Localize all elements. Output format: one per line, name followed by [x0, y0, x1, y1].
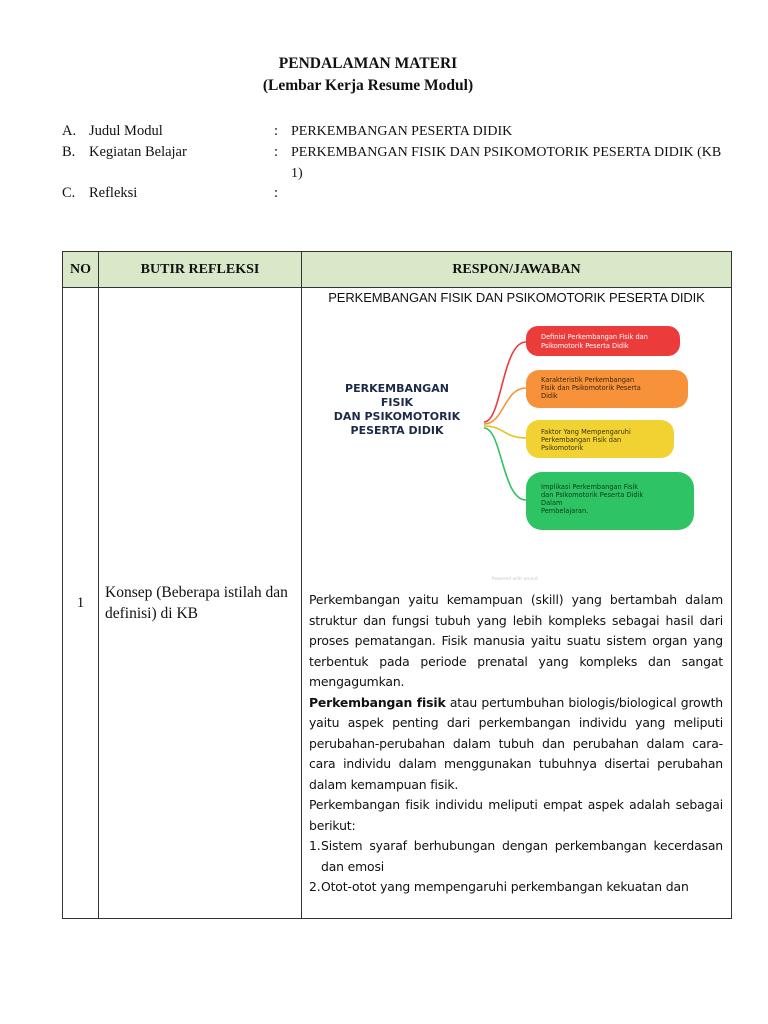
- branch-2-line-3: Didik: [541, 392, 558, 400]
- table-header-row: [63, 252, 732, 288]
- meta-key: C.: [62, 185, 76, 201]
- respon-text: [302, 590, 731, 898]
- branch-3-line-3: Psikomotorik: [541, 444, 584, 452]
- list-text: Otot-otot yang mempengaruhi perkembangan kekuatan dan: [321, 879, 689, 894]
- meta-label: Kegiatan Belajar: [89, 144, 187, 160]
- meta-value: PERKEMBANGAN FISIK DAN PSIKOMOTORIK PESERTA DIDIK (KB 1): [291, 145, 722, 181]
- branch-box-1: [526, 326, 680, 356]
- header-no: NO: [63, 252, 99, 288]
- row-number: 1: [63, 288, 99, 919]
- table-row: [63, 288, 732, 919]
- mindmap-footer: Powered with xmind: [492, 577, 538, 582]
- meta-colon: :: [274, 185, 279, 201]
- branch-connector-4: [484, 428, 526, 500]
- header-respon: RESPON/JAWABAN: [302, 252, 732, 288]
- respon-title: PERKEMBANGAN FISIK DAN PSIKOMOTORIK PESERTA DIDIK: [328, 290, 705, 305]
- branch-2-line-2: Fisik dan Psikomotorik Peserta: [541, 384, 641, 392]
- center-line-4: PESERTA DIDIK: [350, 424, 444, 437]
- branch-3-line-1: Faktor Yang Mempengaruhi: [541, 428, 631, 436]
- aspect-list: [309, 836, 723, 898]
- header-butir: BUTIR REFLEKSI: [99, 252, 302, 288]
- paragraph-2-rest: atau pertumbuhan biologis/biological growth yaitu aspek penting dari perkembangan individu yang meliputi perubahan-perubahan dalam tubuh dan perubahan dalam cara-cara individu dalam menggunakan tubuhnya disertai perubahan dalam kemampuan fisik.: [309, 694, 723, 792]
- list-number: 2.: [309, 879, 321, 894]
- paragraph-2: [309, 693, 723, 796]
- mindmap-center-topic: [334, 382, 461, 437]
- mindmap-diagram: [312, 318, 722, 586]
- meta-colon: :: [274, 123, 279, 139]
- meta-value: PERKEMBANGAN PESERTA DIDIK: [291, 124, 513, 139]
- center-line-2: FISIK: [380, 396, 414, 409]
- branch-2-line-1: Karakteristik Perkembangan: [541, 376, 635, 384]
- reflection-table: [62, 251, 732, 919]
- meta-key: A.: [62, 123, 77, 139]
- branch-1-line-2: Psikomotorik Peserta Didik: [541, 342, 629, 350]
- branch-4-line-1: Implikasi Perkembangan Fisik: [541, 483, 639, 491]
- branch-3-line-2: Perkembangan Fisik dan: [541, 436, 622, 444]
- page-subtitle: (Lembar Kerja Resume Modul): [262, 77, 474, 94]
- branch-connector-1: [484, 342, 526, 422]
- branch-4-line-3: Dalam: [541, 499, 563, 507]
- meta-label: Judul Modul: [89, 123, 163, 139]
- meta-colon: :: [274, 144, 279, 160]
- butir-refleksi-cell: [99, 288, 302, 919]
- meta-label: Refleksi: [89, 185, 138, 201]
- list-number: 1.: [309, 838, 321, 853]
- branch-4-line-4: Pembelajaran.: [541, 507, 589, 515]
- respon-cell: [302, 288, 732, 919]
- branch-1-line-1: Definisi Perkembangan Fisik dan: [541, 333, 648, 341]
- paragraph-1: Perkembangan yaitu kemampuan (skill) yang bertambah dalam struktur dan fungsi tubuh yang lebih kompleks sebagai hasil dari proses pematangan. Fisik manusia yaitu suatu sistem organ yang terbentuk pada periode prenatal yang kompleks dan sangat mengagumkan.: [309, 592, 723, 689]
- branch-4-line-2: dan Psikomotorik Peserta Didik: [541, 491, 644, 499]
- list-item: [309, 877, 723, 898]
- center-line-3: DAN PSIKOMOTORIK: [333, 410, 461, 423]
- paragraph-3: Perkembangan fisik individu meliputi empat aspek adalah sebagai berikut:: [309, 797, 723, 833]
- list-text: Sistem syaraf berhubungan dengan perkembangan kecerdasan dan emosi: [321, 838, 723, 874]
- document-title: [0, 53, 736, 97]
- center-line-1: PERKEMBANGAN: [345, 382, 449, 395]
- page-title: PENDALAMAN MATERI: [278, 55, 458, 72]
- butir-text: Konsep (Beberapa istilah dan definisi) di KB: [105, 584, 288, 622]
- list-item: [309, 836, 723, 877]
- paragraph-2-bold: Perkembangan fisik: [309, 694, 446, 710]
- meta-key: B.: [62, 144, 76, 160]
